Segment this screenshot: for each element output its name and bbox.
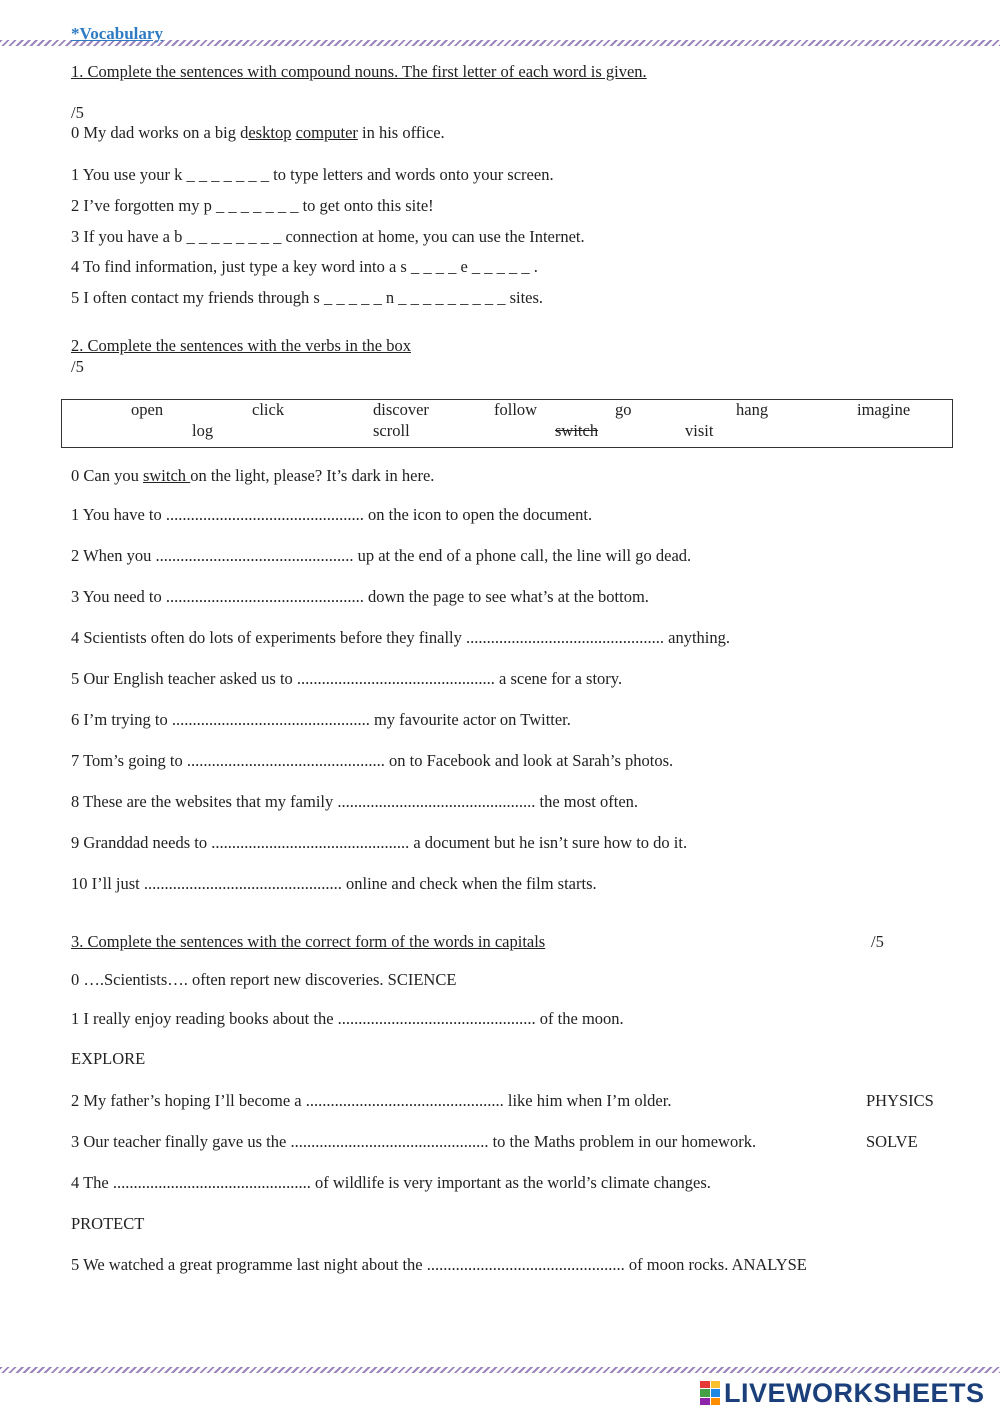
box-word-click: click <box>252 400 285 419</box>
ex1-item-4[interactable]: 4 To find information, just type a key word into a s _ _ _ _ e _ _ _ _ _ . <box>71 257 538 276</box>
ex1-item-5[interactable]: 5 I often contact my friends through s _ _ _ _ _ n _ _ _ _ _ _ _ _ _ sites. <box>71 288 544 307</box>
ex2-item-1[interactable]: 1 You have to ................................................ on the icon to open the document. <box>71 505 593 524</box>
box-word-open: open <box>131 400 164 419</box>
bottom-border <box>0 1367 1000 1373</box>
box-word-visit: visit <box>685 421 714 440</box>
box-word-imagine: imagine <box>857 400 911 419</box>
ex2-item-10[interactable]: 10 I’ll just ................................................ online and check when the film starts. <box>71 874 597 893</box>
ex2-item-6[interactable]: 6 I’m trying to ................................................ my favourite actor on Twitter. <box>71 710 571 729</box>
ex2-item-4[interactable]: 4 Scientists often do lots of experiments before they finally ................................................ anything. <box>71 628 730 647</box>
ex2-item-5[interactable]: 5 Our English teacher asked us to ................................................ a scene for a story. <box>71 669 623 688</box>
ex2-example-post: on the light, please? It’s dark in here. <box>190 466 435 485</box>
box-word-scroll: scroll <box>373 421 410 440</box>
box-word-switch: switch <box>555 421 599 440</box>
ex3-item-1-word: EXPLORE <box>71 1049 146 1068</box>
ex1-example-pre: 0 My dad works on a big d <box>71 123 249 142</box>
ex3-item-1[interactable]: 1 I really enjoy reading books about the ................................................ of the moon. <box>71 1009 624 1028</box>
ex1-example-post: in his office. <box>357 123 445 142</box>
box-word-go: go <box>615 400 632 419</box>
ex3-score: /5 <box>871 932 884 951</box>
ex3-item-2[interactable]: 2 My father’s hoping I’ll become a ................................................ like him when I’m older. <box>71 1091 672 1110</box>
ex1-example <box>71 123 445 143</box>
ex3-item-5[interactable]: 5 We watched a great programme last night about the ................................................ of moon rocks. ANALYSE <box>71 1255 807 1274</box>
ex2-item-8[interactable]: 8 These are the websites that my family ................................................ the most often. <box>71 792 639 811</box>
ex3-example: 0 ….Scientists…. often report new discoveries. SCIENCE <box>71 970 457 989</box>
ex2-example <box>71 466 434 486</box>
logo-tile <box>711 1381 721 1388</box>
logo-grid-icon <box>700 1381 720 1405</box>
ex3-item-2-word: PHYSICS <box>866 1091 934 1110</box>
ex1-example-answer-1: esktop <box>248 123 292 142</box>
ex3-item-3-word: SOLVE <box>866 1132 918 1151</box>
box-word-hang: hang <box>736 400 769 419</box>
ex3-instruction: 3. Complete the sentences with the correct form of the words in capitals <box>71 932 546 951</box>
ex1-example-answer-2: computer <box>295 123 358 142</box>
ex3-item-3[interactable]: 3 Our teacher finally gave us the ................................................ to the Maths problem in our homework. <box>71 1132 757 1151</box>
ex2-item-2[interactable]: 2 When you ................................................ up at the end of a phone call, the line will go dead. <box>71 546 692 565</box>
page-title: *Vocabulary <box>71 24 163 43</box>
logo-tile <box>700 1398 710 1405</box>
logo-tile <box>711 1389 721 1396</box>
box-word-log: log <box>192 421 214 440</box>
ex3-item-4[interactable]: 4 The ................................................ of wildlife is very important as the world’s climate changes. <box>71 1173 711 1192</box>
liveworksheets-logo <box>700 1378 985 1408</box>
ex1-item-1[interactable]: 1 You use your k _ _ _ _ _ _ _ to type letters and words onto your screen. <box>71 165 554 184</box>
logo-text: LIVEWORKSHEETS <box>724 1377 985 1408</box>
ex3-item-4-word: PROTECT <box>71 1214 145 1233</box>
logo-tile <box>700 1381 710 1388</box>
ex2-item-3[interactable]: 3 You need to ................................................ down the page to see what’s at the bottom. <box>71 587 649 606</box>
ex2-score: /5 <box>71 357 84 376</box>
logo-tile <box>700 1389 710 1396</box>
box-word-discover: discover <box>373 400 429 419</box>
ex2-example-answer: switch <box>142 466 191 485</box>
box-word-follow: follow <box>494 400 538 419</box>
ex1-item-3[interactable]: 3 If you have a b _ _ _ _ _ _ _ _ connection at home, you can use the Internet. <box>71 227 585 246</box>
ex1-instruction: 1. Complete the sentences with compound nouns. The first letter of each word is given. <box>71 62 647 81</box>
ex1-score: /5 <box>71 103 84 122</box>
ex1-item-2[interactable]: 2 I’ve forgotten my p _ _ _ _ _ _ _ to get onto this site! <box>71 196 434 215</box>
ex2-instruction: 2. Complete the sentences with the verbs in the box <box>71 336 412 355</box>
verb-word-box <box>61 399 953 448</box>
ex2-example-pre: 0 Can you <box>71 466 143 485</box>
logo-tile <box>711 1398 721 1405</box>
ex2-item-7[interactable]: 7 Tom’s going to ................................................ on to Facebook and look at Sarah’s photos. <box>71 751 674 770</box>
ex2-item-9[interactable]: 9 Granddad needs to ................................................ a document but he isn’t sure how to do it. <box>71 833 688 852</box>
